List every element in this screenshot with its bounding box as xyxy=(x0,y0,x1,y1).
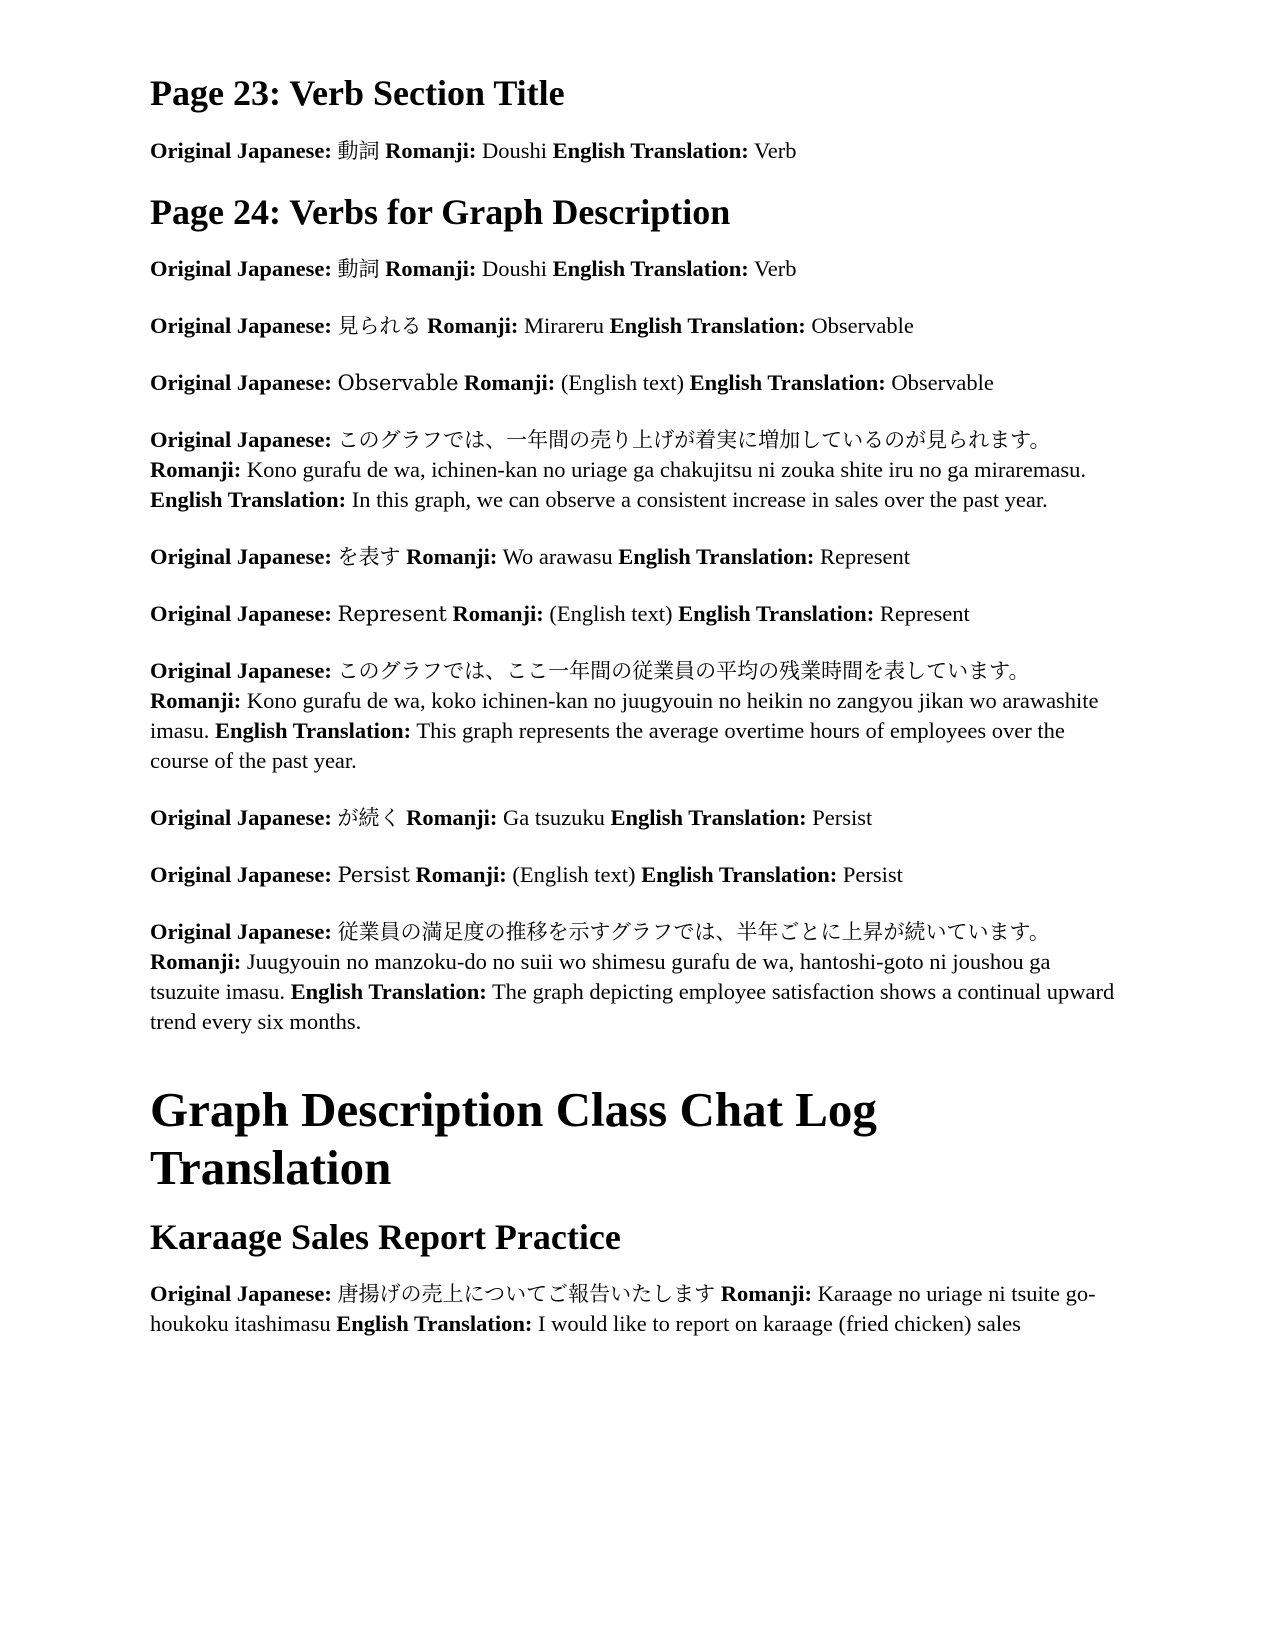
romanji-label: Romanji: xyxy=(406,544,498,570)
english-text: Observable xyxy=(891,370,994,396)
japanese-text: このグラフでは、ここ一年間の従業員の平均の残業時間を表しています。 xyxy=(337,659,1030,684)
japanese-text: 見られる xyxy=(337,314,422,339)
romanji-label: Romanji: xyxy=(385,256,477,282)
romanji-text: (English text) xyxy=(560,370,684,396)
vocab-entry xyxy=(150,311,1115,341)
romanji-text: Ga tsuzuku xyxy=(503,805,605,831)
vocab-entry xyxy=(150,917,1115,1037)
japanese-text: Persist xyxy=(337,863,410,888)
vocab-entry xyxy=(150,1279,1115,1339)
document-title: Graph Description Class Chat Log Translation xyxy=(150,1082,877,1195)
original-japanese-label: Original Japanese: xyxy=(150,427,332,453)
original-japanese-label: Original Japanese: xyxy=(150,919,332,945)
japanese-text: 動詞 xyxy=(337,257,380,282)
english-text: This graph represents the average overtime hours of employees over the course of the past year. xyxy=(150,718,1065,774)
english-translation-label: English Translation: xyxy=(215,718,412,744)
vocab-entry xyxy=(150,136,1115,166)
romanji-text: Kono gurafu de wa, koko ichinen-kan no juugyouin no heikin no zangyou jikan wo arawashite imasu. xyxy=(150,688,1099,744)
original-japanese-label: Original Japanese: xyxy=(150,313,332,339)
romanji-text: Kono gurafu de wa, ichinen-kan no uriage ga chakujitsu ni zouka shite iru no ga miraremasu. xyxy=(246,457,1086,483)
section-heading: Karaage Sales Report Practice xyxy=(150,1216,621,1257)
original-japanese-label: Original Japanese: xyxy=(150,862,332,888)
english-text: Verb xyxy=(753,256,797,282)
romanji-text: Juugyouin no manzoku-do no suii wo shimesu gurafu de wa, hantoshi-goto ni joushou ga tsuzuite imasu. xyxy=(150,949,1051,1005)
romanji-label: Romanji: xyxy=(385,137,477,163)
romanji-text: Karaage no uriage ni tsuite go-houkoku itashimasu xyxy=(150,1281,1096,1337)
japanese-text: このグラフでは、一年間の売り上げが着実に増加しているのが見られます。 xyxy=(337,428,1051,453)
english-translation-label: English Translation: xyxy=(610,805,807,831)
english-text: Persist xyxy=(812,805,873,831)
vocab-entry xyxy=(150,542,1115,572)
original-japanese-label: Original Japanese: xyxy=(150,601,332,627)
vocab-entry xyxy=(150,656,1115,776)
english-text: Represent xyxy=(820,544,910,570)
vocab-entry xyxy=(150,803,1115,833)
romanji-label: Romanji: xyxy=(406,805,498,831)
vocab-entry xyxy=(150,599,1115,629)
english-translation-label: English Translation: xyxy=(641,862,838,888)
english-text: Verb xyxy=(753,137,797,163)
english-text: I would like to report on karaage (fried chicken) sales xyxy=(537,1311,1021,1337)
english-translation-label: English Translation: xyxy=(552,256,749,282)
english-translation-label: English Translation: xyxy=(618,544,815,570)
japanese-text: 唐揚げの売上についてご報告いたします xyxy=(337,1282,716,1307)
vocab-entry xyxy=(150,254,1115,284)
japanese-text: 動詞 xyxy=(337,138,380,163)
romanji-text: Mirareru xyxy=(524,313,604,339)
section-heading: Page 24: Verbs for Graph Description xyxy=(150,191,731,232)
english-translation-label: English Translation: xyxy=(290,979,487,1005)
english-text: Represent xyxy=(879,601,970,627)
romanji-text: (English text) xyxy=(549,601,673,627)
romanji-label: Romanji: xyxy=(415,862,507,888)
japanese-text: が続く xyxy=(337,806,401,831)
japanese-text: Observable xyxy=(337,371,459,396)
original-japanese-label: Original Japanese: xyxy=(150,137,332,163)
romanji-label: Romanji: xyxy=(427,313,519,339)
japanese-text: 従業員の満足度の推移を示すグラフでは、半年ごとに上昇が続いています。 xyxy=(337,920,1050,945)
english-translation-label: English Translation: xyxy=(689,370,886,396)
english-translation-label: English Translation: xyxy=(150,487,347,513)
romanji-label: Romanji: xyxy=(720,1281,812,1307)
japanese-text: Represent xyxy=(337,602,447,627)
romanji-label: Romanji: xyxy=(150,688,242,714)
romanji-label: Romanji: xyxy=(452,601,544,627)
original-japanese-label: Original Japanese: xyxy=(150,658,332,684)
section-heading: Page 23: Verb Section Title xyxy=(150,73,565,113)
english-translation-label: English Translation: xyxy=(609,313,806,339)
english-translation-label: English Translation: xyxy=(336,1311,533,1337)
vocab-entry xyxy=(150,368,1115,398)
english-text: In this graph, we can observe a consistent increase in sales over the past year. xyxy=(351,487,1048,513)
english-text: Persist xyxy=(842,862,903,888)
romanji-label: Romanji: xyxy=(150,457,242,483)
vocab-entry xyxy=(150,425,1115,515)
romanji-label: Romanji: xyxy=(464,370,556,396)
vocab-entry xyxy=(150,860,1115,890)
english-text: Observable xyxy=(811,313,914,339)
romanji-label: Romanji: xyxy=(150,949,242,975)
english-translation-label: English Translation: xyxy=(552,137,749,163)
romanji-text: (English text) xyxy=(512,862,636,888)
original-japanese-label: Original Japanese: xyxy=(150,370,332,396)
japanese-text: を表す xyxy=(337,545,401,570)
english-translation-label: English Translation: xyxy=(678,601,875,627)
romanji-text: Doushi xyxy=(482,256,548,282)
romanji-text: Wo arawasu xyxy=(502,544,613,570)
english-text: The graph depicting employee satisfaction shows a continual upward trend every six months. xyxy=(150,979,1115,1035)
original-japanese-label: Original Japanese: xyxy=(150,805,332,831)
original-japanese-label: Original Japanese: xyxy=(150,1281,332,1307)
original-japanese-label: Original Japanese: xyxy=(150,544,332,570)
romanji-text: Doushi xyxy=(482,137,548,163)
original-japanese-label: Original Japanese: xyxy=(150,256,332,282)
